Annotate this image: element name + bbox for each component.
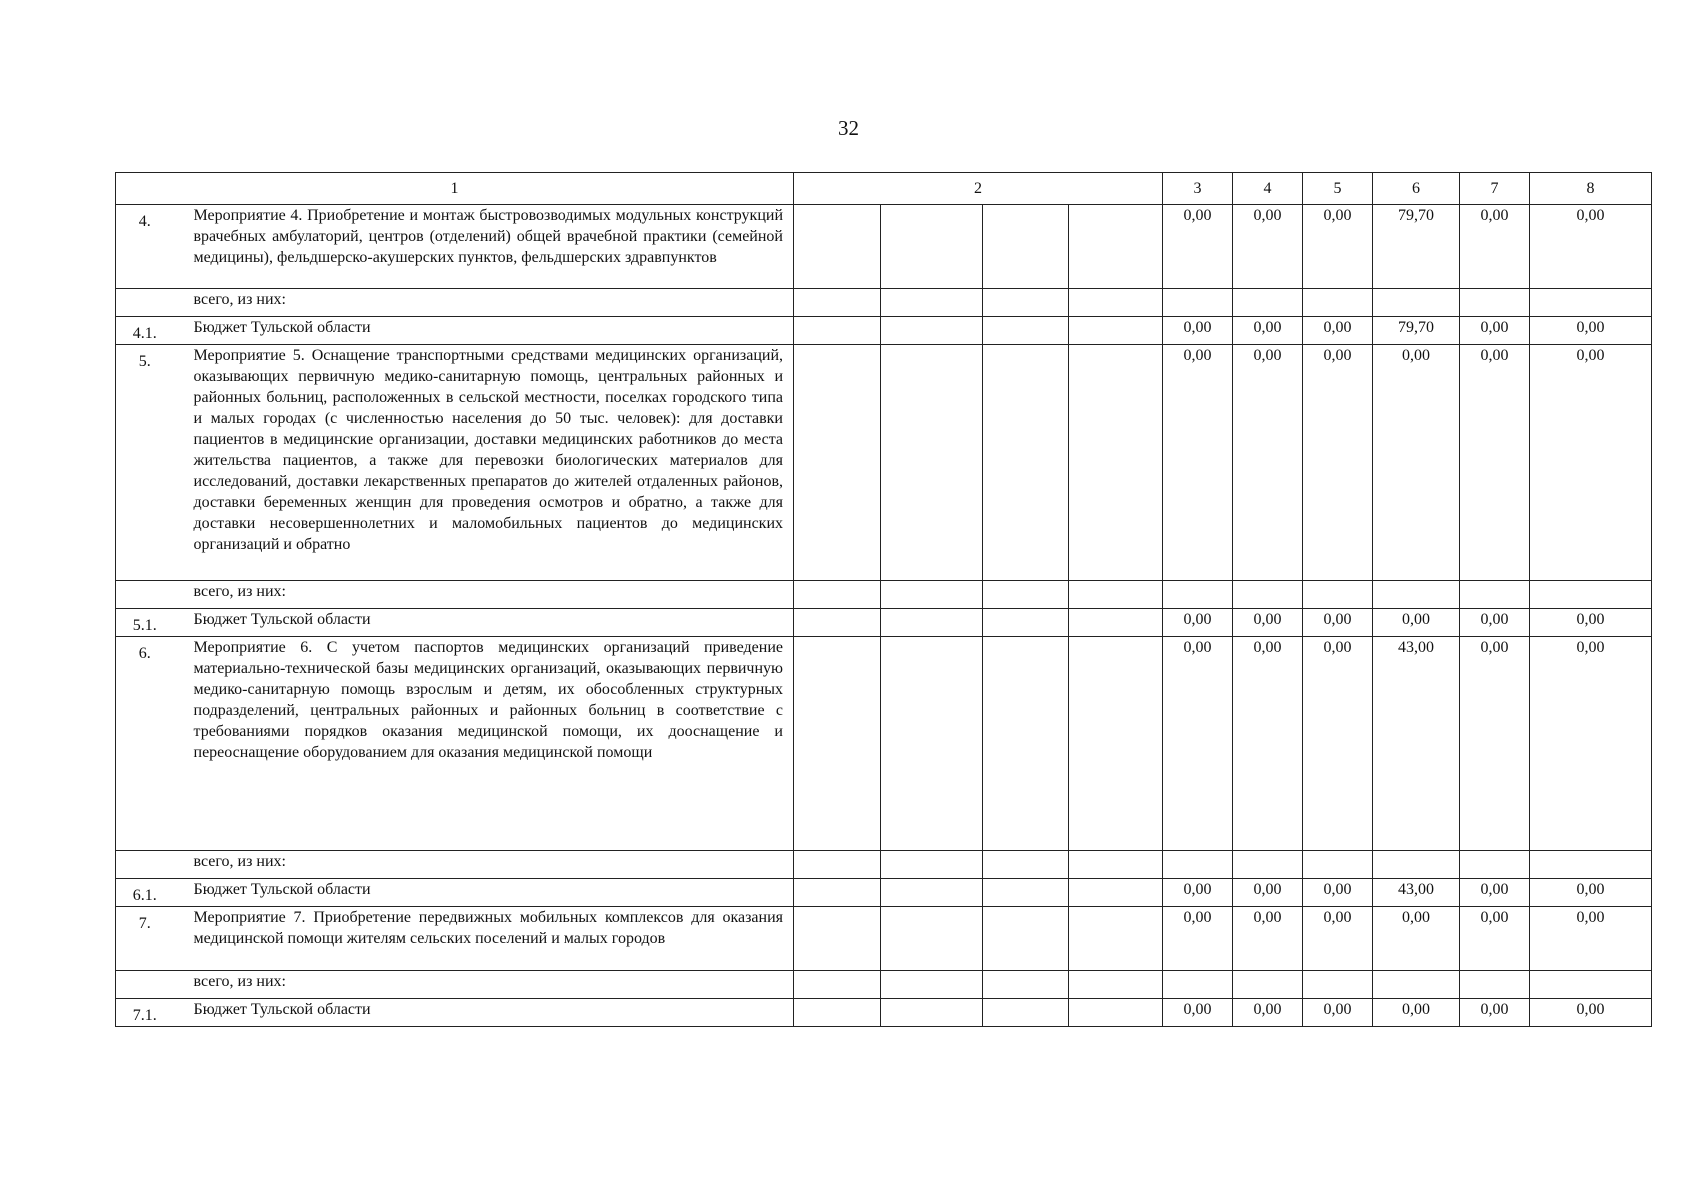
empty-cell (881, 345, 983, 581)
row-number (116, 971, 174, 999)
measure-description: Мероприятие 5. Оснащение транспортными средствами медицинских организаций, оказывающих первичную медико-санитарную помощь, центральных районных и районных больниц, расположенных в сельской местности, поселках городского типа и малых городах (с численностью населения до 50 тыс. человек): для доставки пациентов в медицинские организации, доставки медицинских работников до места жительства пациентов, а также для перевозки биологических материалов для исследований, доставки лекарственных препаратов до жителей отдаленных районов, доставки беременных женщин для проведения осмотров и обратно, а также для доставки несовершеннолетних и маломобильных пациентов до медицинских организаций и обратно (174, 345, 794, 581)
empty-cell (794, 851, 881, 879)
empty-cell (1069, 289, 1163, 317)
value-cell (1460, 971, 1530, 999)
budget-source: Бюджет Тульской области (174, 317, 794, 345)
empty-cell (794, 907, 881, 971)
empty-cell (881, 205, 983, 289)
value-cell: 0,00 (1373, 999, 1460, 1027)
value-cell (1373, 289, 1460, 317)
empty-cell (1069, 907, 1163, 971)
value-cell (1233, 581, 1303, 609)
empty-cell (794, 879, 881, 907)
table-row (116, 609, 1652, 637)
value-cell: 0,00 (1303, 345, 1373, 581)
value-cell (1233, 971, 1303, 999)
value-cell: 0,00 (1460, 907, 1530, 971)
budget-table (115, 172, 1652, 1027)
empty-cell (881, 317, 983, 345)
value-cell: 0,00 (1460, 637, 1530, 851)
empty-cell (794, 609, 881, 637)
value-cell: 0,00 (1303, 637, 1373, 851)
value-cell (1233, 851, 1303, 879)
empty-cell (794, 345, 881, 581)
empty-cell (794, 317, 881, 345)
empty-cell (1069, 581, 1163, 609)
table-row (116, 971, 1652, 999)
budget-source: Бюджет Тульской области (174, 879, 794, 907)
value-cell (1373, 851, 1460, 879)
value-cell: 0,00 (1530, 317, 1652, 345)
value-cell: 0,00 (1163, 907, 1233, 971)
empty-cell (983, 879, 1069, 907)
empty-cell (983, 637, 1069, 851)
value-cell: 0,00 (1373, 609, 1460, 637)
value-cell: 0,00 (1530, 345, 1652, 581)
empty-cell (983, 971, 1069, 999)
empty-cell (881, 971, 983, 999)
value-cell (1530, 581, 1652, 609)
budget-source: Бюджет Тульской области (174, 999, 794, 1027)
empty-cell (983, 609, 1069, 637)
header-cell: 6 (1373, 173, 1460, 205)
value-cell: 0,00 (1460, 205, 1530, 289)
empty-cell (1069, 609, 1163, 637)
value-cell (1373, 581, 1460, 609)
value-cell: 0,00 (1233, 879, 1303, 907)
empty-cell (983, 205, 1069, 289)
value-cell: 0,00 (1163, 345, 1233, 581)
empty-cell (983, 581, 1069, 609)
value-cell: 0,00 (1530, 907, 1652, 971)
value-cell: 0,00 (1303, 907, 1373, 971)
empty-cell (983, 289, 1069, 317)
measure-description: Мероприятие 7. Приобретение передвижных мобильных комплексов для оказания медицинской помощи жителям сельских поселений и малых городов (174, 907, 794, 971)
value-cell: 0,00 (1233, 345, 1303, 581)
value-cell (1530, 851, 1652, 879)
value-cell: 0,00 (1163, 317, 1233, 345)
total-label: всего, из них: (174, 581, 794, 609)
header-row (116, 173, 1652, 205)
value-cell (1303, 581, 1373, 609)
value-cell: 43,00 (1373, 879, 1460, 907)
value-cell: 0,00 (1163, 205, 1233, 289)
value-cell: 0,00 (1373, 345, 1460, 581)
value-cell (1233, 289, 1303, 317)
table-row (116, 999, 1652, 1027)
value-cell: 43,00 (1373, 637, 1460, 851)
value-cell: 0,00 (1460, 879, 1530, 907)
empty-cell (881, 999, 983, 1027)
measure-description: Мероприятие 6. С учетом паспортов медицинских организаций приведение материально-технической базы медицинских организаций, оказывающих первичную медико-санитарную помощь взрослым и детям, их обособленных структурных подразделений, центральных районных и районных больниц в соответствие с требованиями порядков оказания медицинской помощи, их дооснащение и переоснащение оборудованием для оказания медицинской помощи (174, 637, 794, 851)
table-row (116, 317, 1652, 345)
empty-cell (983, 999, 1069, 1027)
value-cell: 0,00 (1460, 609, 1530, 637)
value-cell: 0,00 (1303, 205, 1373, 289)
empty-cell (983, 851, 1069, 879)
table-row (116, 205, 1652, 289)
table-row (116, 851, 1652, 879)
table-row (116, 637, 1652, 851)
value-cell (1163, 851, 1233, 879)
value-cell: 0,00 (1460, 345, 1530, 581)
value-cell (1163, 289, 1233, 317)
value-cell (1460, 581, 1530, 609)
value-cell: 0,00 (1163, 609, 1233, 637)
empty-cell (1069, 637, 1163, 851)
page-number: 32 (838, 116, 859, 140)
header-cell: 2 (794, 173, 1163, 205)
value-cell (1460, 289, 1530, 317)
empty-cell (881, 879, 983, 907)
header-cell: 7 (1460, 173, 1530, 205)
measure-description: Мероприятие 4. Приобретение и монтаж быстровозводимых модульных конструкций врачебных амбулаторий, центров (отделений) общей врачебной практики (семейной медицины), фельдшерско-акушерских пунктов, фельдшерских здравпунктов (174, 205, 794, 289)
table-body (116, 205, 1652, 1027)
value-cell: 79,70 (1373, 205, 1460, 289)
value-cell (1163, 971, 1233, 999)
row-number (116, 289, 174, 317)
empty-cell (881, 907, 983, 971)
row-number: 7. (116, 907, 174, 971)
header-cell: 3 (1163, 173, 1233, 205)
empty-cell (794, 971, 881, 999)
empty-cell (1069, 317, 1163, 345)
row-number: 4. (116, 205, 174, 289)
row-number: 6.1. (116, 879, 174, 907)
value-cell: 0,00 (1460, 317, 1530, 345)
value-cell (1303, 289, 1373, 317)
empty-cell (881, 609, 983, 637)
empty-cell (983, 907, 1069, 971)
value-cell (1460, 851, 1530, 879)
value-cell (1163, 581, 1233, 609)
empty-cell (1069, 879, 1163, 907)
empty-cell (1069, 999, 1163, 1027)
budget-source: Бюджет Тульской области (174, 609, 794, 637)
row-number (116, 581, 174, 609)
empty-cell (794, 581, 881, 609)
total-label: всего, из них: (174, 851, 794, 879)
value-cell: 0,00 (1233, 637, 1303, 851)
value-cell (1303, 971, 1373, 999)
value-cell: 0,00 (1233, 999, 1303, 1027)
value-cell: 0,00 (1460, 999, 1530, 1027)
header-cell: 5 (1303, 173, 1373, 205)
empty-cell (881, 581, 983, 609)
row-number: 5. (116, 345, 174, 581)
row-number: 6. (116, 637, 174, 851)
value-cell: 0,00 (1163, 637, 1233, 851)
header-cell: 8 (1530, 173, 1652, 205)
value-cell (1373, 971, 1460, 999)
value-cell (1530, 971, 1652, 999)
value-cell: 79,70 (1373, 317, 1460, 345)
row-number: 4.1. (116, 317, 174, 345)
empty-cell (881, 289, 983, 317)
total-label: всего, из них: (174, 289, 794, 317)
table-row (116, 581, 1652, 609)
value-cell: 0,00 (1233, 317, 1303, 345)
row-number (116, 851, 174, 879)
value-cell: 0,00 (1373, 907, 1460, 971)
value-cell (1530, 289, 1652, 317)
table-row (116, 879, 1652, 907)
value-cell: 0,00 (1530, 609, 1652, 637)
value-cell: 0,00 (1530, 999, 1652, 1027)
value-cell: 0,00 (1303, 609, 1373, 637)
empty-cell (1069, 851, 1163, 879)
value-cell: 0,00 (1303, 317, 1373, 345)
row-number: 7.1. (116, 999, 174, 1027)
header-cell: 1 (116, 173, 794, 205)
value-cell: 0,00 (1233, 907, 1303, 971)
value-cell: 0,00 (1303, 879, 1373, 907)
empty-cell (794, 205, 881, 289)
value-cell: 0,00 (1303, 999, 1373, 1027)
table-row (116, 345, 1652, 581)
empty-cell (983, 317, 1069, 345)
empty-cell (1069, 205, 1163, 289)
empty-cell (881, 637, 983, 851)
value-cell (1303, 851, 1373, 879)
empty-cell (794, 289, 881, 317)
value-cell: 0,00 (1530, 879, 1652, 907)
empty-cell (794, 637, 881, 851)
empty-cell (1069, 345, 1163, 581)
table-row (116, 907, 1652, 971)
value-cell: 0,00 (1530, 637, 1652, 851)
header-cell: 4 (1233, 173, 1303, 205)
value-cell: 0,00 (1233, 205, 1303, 289)
row-number: 5.1. (116, 609, 174, 637)
value-cell: 0,00 (1163, 879, 1233, 907)
table-row (116, 289, 1652, 317)
value-cell: 0,00 (1163, 999, 1233, 1027)
empty-cell (794, 999, 881, 1027)
empty-cell (881, 851, 983, 879)
empty-cell (983, 345, 1069, 581)
value-cell: 0,00 (1233, 609, 1303, 637)
total-label: всего, из них: (174, 971, 794, 999)
empty-cell (1069, 971, 1163, 999)
value-cell: 0,00 (1530, 205, 1652, 289)
